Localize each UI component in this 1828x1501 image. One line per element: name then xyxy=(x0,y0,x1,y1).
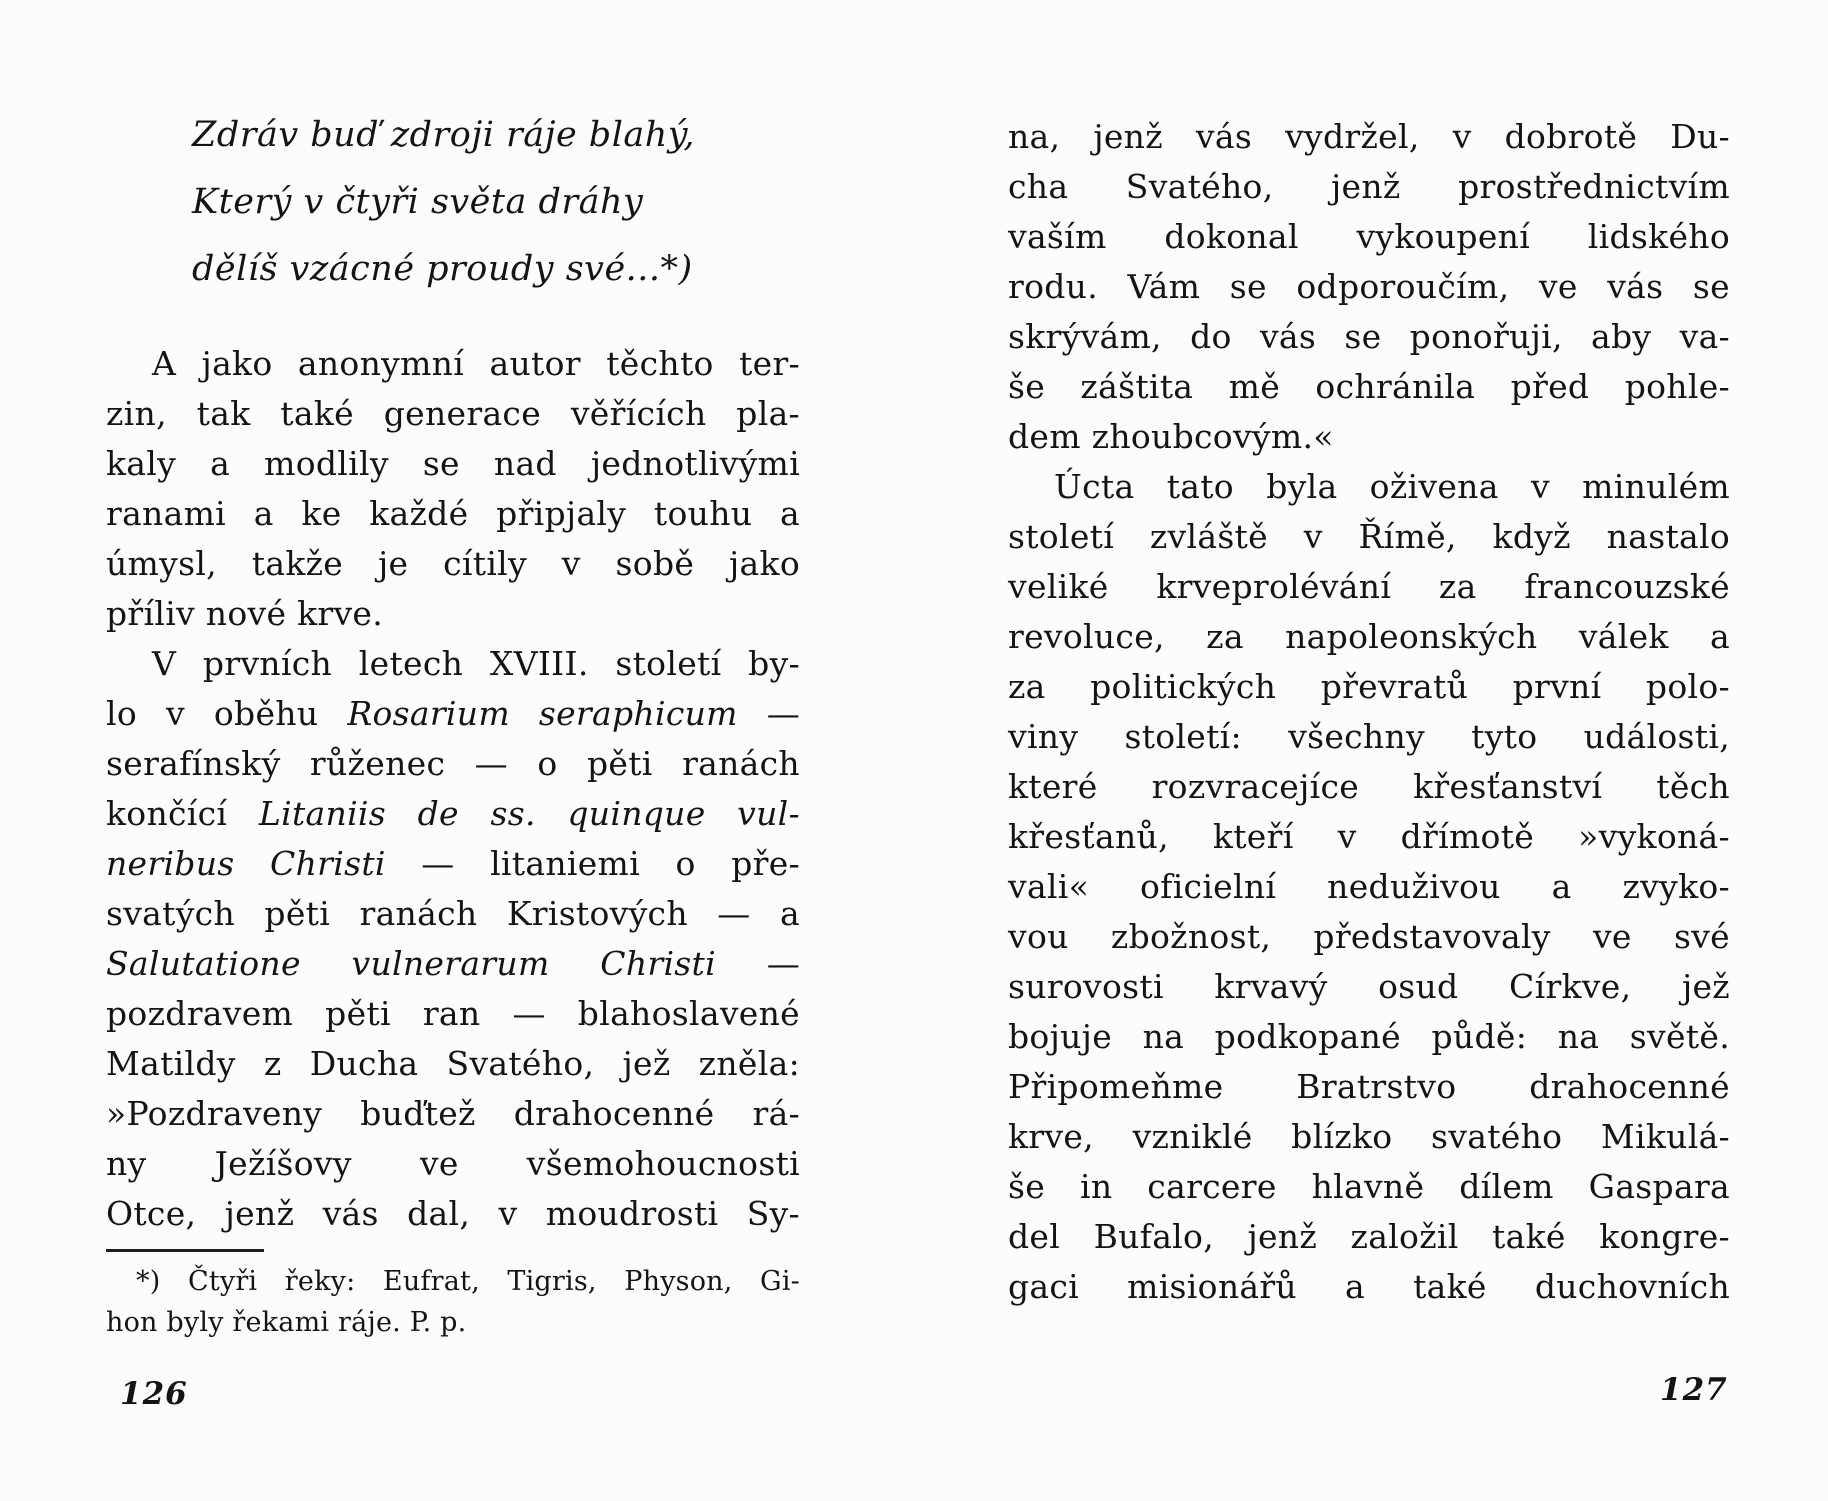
text-line: krve, vzniklé blízko svatého Mikulá- xyxy=(1008,1117,1730,1156)
text-line: V prvních letech XVIII. století by- xyxy=(152,644,800,683)
text-line: pozdravem pěti ran — blahoslavené xyxy=(106,994,800,1033)
text-line: úmysl, takže je cítily v sobě jako xyxy=(106,544,800,583)
text-line: A jako anonymní autor těchto ter- xyxy=(152,344,800,383)
text-line: neribus Christi — litaniemi o pře- xyxy=(106,844,800,883)
text-line: na, jenž vás vydržel, v dobrotě Du- xyxy=(1008,117,1730,156)
text-line: století zvláště v Římě, když nastalo xyxy=(1008,517,1730,556)
paragraph xyxy=(1008,462,1730,1312)
text-line: vou zbožnost, představovaly ve své xyxy=(1008,917,1730,956)
text-line: příliv nové krve. xyxy=(106,594,384,633)
text-line: Otce, jenž vás dal, v moudrosti Sy- xyxy=(106,1194,800,1233)
text-line: hon byly řekami ráje. P. p. xyxy=(106,1307,467,1338)
text-line: Salutatione vulnerarum Christi — xyxy=(106,944,800,983)
text-line: kaly a modlily se nad jednotlivými xyxy=(106,444,800,483)
text-line: viny století: všechny tyto události, xyxy=(1008,717,1730,756)
text-line: vali« oficielní neduživou a zvyko- xyxy=(1008,867,1730,906)
text-line: Připomeňme Bratrstvo drahocenné xyxy=(1008,1067,1730,1106)
text-line: cha Svatého, jenž prostřednictvím xyxy=(1008,167,1730,206)
page-number-left: 126 xyxy=(120,1376,188,1412)
page-right-body xyxy=(1008,112,1730,1312)
text-line: Který v čtyři světa dráhy xyxy=(192,182,644,222)
verse-block xyxy=(192,102,800,303)
text-line: serafínský růženec — o pěti ranách xyxy=(106,744,800,783)
text-line: surovosti krvavý osud Církve, jež xyxy=(1008,967,1730,1006)
text-line: revoluce, za napoleonských válek a xyxy=(1008,617,1730,656)
page-left-body xyxy=(106,339,800,1239)
paragraph xyxy=(106,639,800,1239)
text-line: svatých pěti ranách Kristových — a xyxy=(106,894,800,933)
footnote-text xyxy=(106,1261,800,1343)
text-line: Zdráv buď zdroji ráje blahý, xyxy=(192,115,696,155)
text-line: za politických převratů první polo- xyxy=(1008,667,1730,706)
text-line: gaci misionářů a také duchovních xyxy=(1008,1267,1730,1306)
text-line: rodu. Vám se odporoučím, ve vás se xyxy=(1008,267,1730,306)
page-left xyxy=(106,0,800,1501)
footnote-rule xyxy=(106,1249,264,1252)
text-line: dělíš vzácné proudy své...*) xyxy=(192,249,693,289)
text-line: ranami a ke každé připjaly touhu a xyxy=(106,494,800,533)
text-line: *) Čtyři řeky: Eufrat, Tigris, Physon, Gi- xyxy=(136,1266,800,1297)
text-line: končící Litaniis de ss. quinque vul- xyxy=(106,794,800,833)
text-line: které rozvracejíce křesťanství těch xyxy=(1008,767,1730,806)
text-line: »Pozdraveny buďtež drahocenné rá- xyxy=(106,1094,800,1133)
text-line: vaším dokonal vykoupení lidského xyxy=(1008,217,1730,256)
text-line: še záštita mě ochránila před pohle- xyxy=(1008,367,1730,406)
text-line: křesťanů, kteří v dřímotě »vykoná- xyxy=(1008,817,1730,856)
paragraph xyxy=(106,339,800,639)
text-line: zin, tak také generace věřících pla- xyxy=(106,394,800,433)
page-right xyxy=(1008,0,1730,1501)
text-line: še in carcere hlavně dílem Gaspara xyxy=(1008,1167,1730,1206)
text-line: dem zhoubcovým.« xyxy=(1008,417,1334,456)
text-line: lo v oběhu Rosarium seraphicum — xyxy=(106,694,800,733)
text-line: skrývám, do vás se ponořuji, aby va- xyxy=(1008,317,1730,356)
paragraph xyxy=(1008,112,1730,462)
text-line: ny Ježíšovy ve všemohoucnosti xyxy=(106,1144,800,1183)
text-line: Matildy z Ducha Svatého, jež zněla: xyxy=(106,1044,800,1083)
footnote xyxy=(106,1249,800,1343)
page-number-right: 127 xyxy=(1660,1372,1728,1408)
text-line: bojuje na podkopané půdě: na světě. xyxy=(1008,1017,1730,1056)
text-line: del Bufalo, jenž založil také kongre- xyxy=(1008,1217,1730,1256)
text-line: veliké krveprolévání za francouzské xyxy=(1008,567,1730,606)
text-line: Úcta tato byla oživena v minulém xyxy=(1054,467,1730,506)
